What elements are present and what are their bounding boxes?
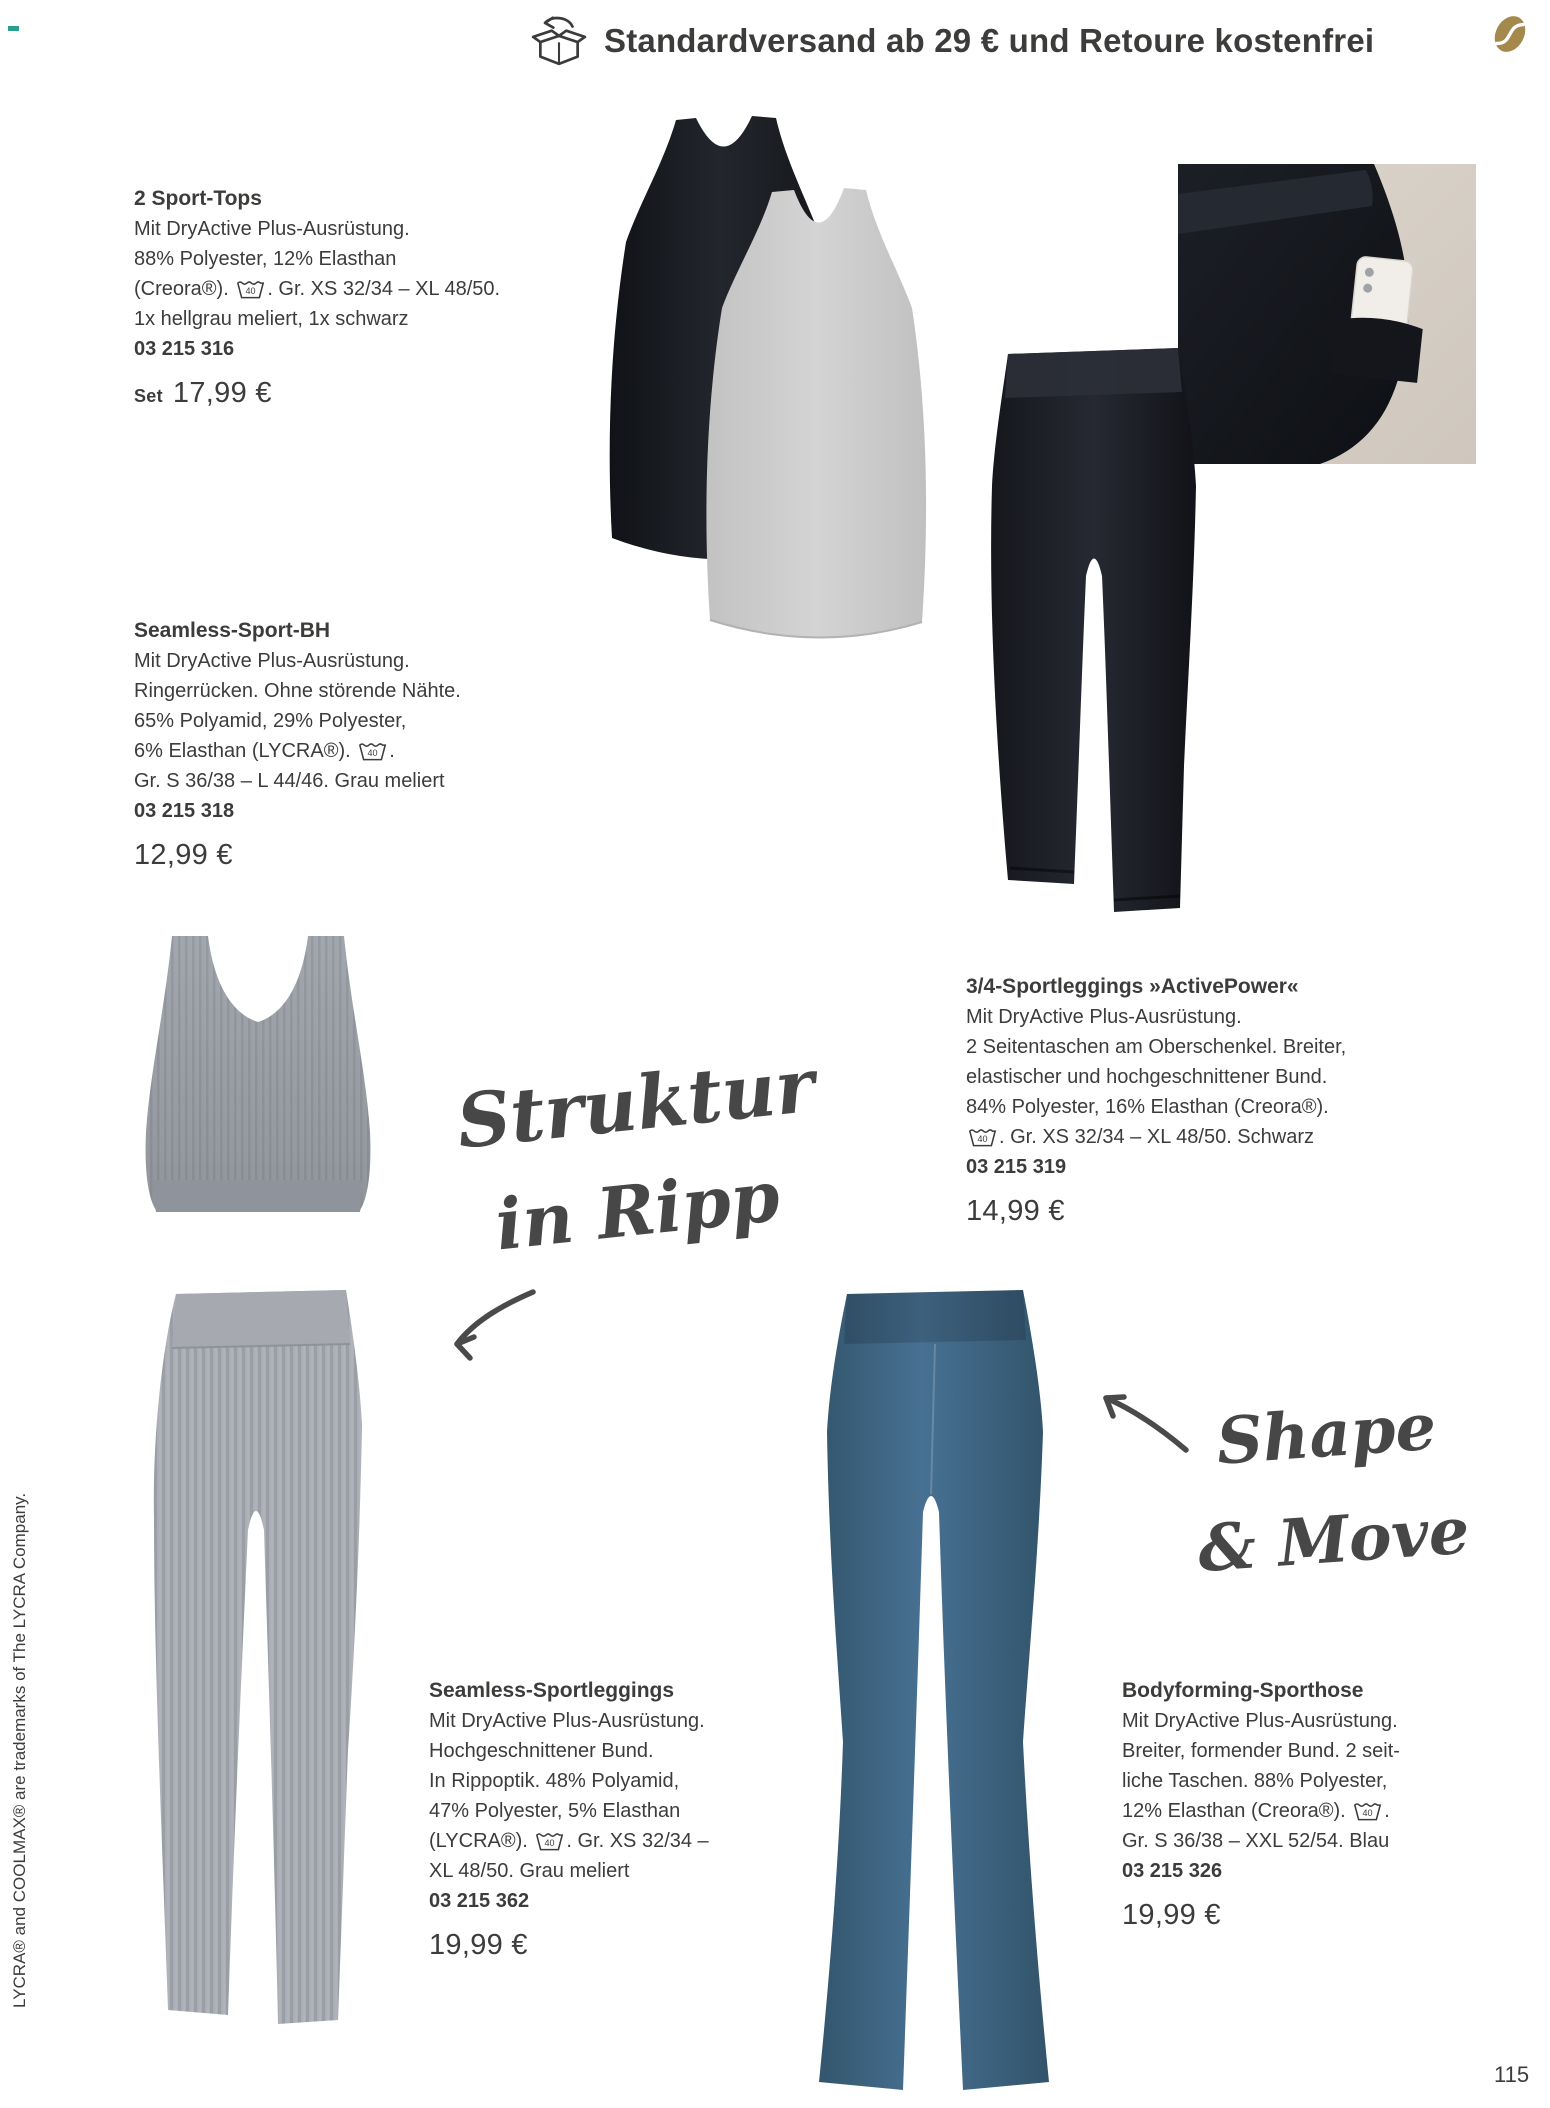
arrow-down-left-icon — [445, 1286, 540, 1373]
svg-text:40: 40 — [544, 1837, 555, 1848]
svg-text:40: 40 — [977, 1133, 988, 1144]
product-desc-line: XL 48/50. Grau meliert — [429, 1860, 630, 1882]
product-desc-line: elastischer und hochgeschnittener Bund. — [966, 1066, 1328, 1088]
product-title: Seamless-Sportleggings — [429, 1679, 675, 1702]
annotation-struktur-in-ripp — [452, 1035, 819, 1281]
wash-40-icon — [1353, 1801, 1382, 1821]
product-info-seamless-leggings — [429, 1676, 769, 1960]
article-number: 03 215 316 — [134, 338, 235, 360]
product-info-34-leggings — [966, 972, 1436, 1226]
svg-text:40: 40 — [245, 285, 256, 296]
product-info-sport-bh — [134, 616, 534, 870]
price: 19,99 € — [429, 1929, 528, 1961]
product-desc-line: Mit DryActive Plus-Ausrüstung. — [429, 1710, 705, 1732]
wash-40-icon — [535, 1831, 564, 1851]
product-desc-line: Gr. S 36/38 – L 44/46. Grau meliert — [134, 770, 445, 792]
product-desc-line: Mit DryActive Plus-Ausrüstung. — [1122, 1710, 1398, 1732]
product-desc-line: 88% Polyester, 12% Elasthan — [134, 248, 397, 270]
wash-40-icon — [236, 279, 265, 299]
product-desc-line: liche Taschen. 88% Polyester, — [1122, 1770, 1388, 1792]
annotation-line: in Ripp — [491, 1154, 784, 1267]
product-desc-line: 1x hellgrau meliert, 1x schwarz — [134, 308, 409, 330]
annotation-line: Shape — [1214, 1389, 1439, 1480]
annotation-shape-and-move — [1178, 1372, 1482, 1604]
product-desc-line: 6% Elasthan (LYCRA®). 40 . — [134, 740, 395, 762]
page-number: 115 — [1494, 2062, 1530, 2087]
product-desc-line: 84% Polyester, 16% Elasthan (Creora®). — [966, 1096, 1329, 1118]
product-title: 3/4-Sportleggings »ActivePower« — [966, 975, 1299, 998]
article-number: 03 215 326 — [1122, 1860, 1223, 1882]
svg-text:40: 40 — [367, 747, 378, 758]
product-info-bodyforming-hose — [1122, 1676, 1462, 1930]
product-image-sport-tops — [598, 108, 946, 661]
product-title: Seamless-Sport-BH — [134, 619, 331, 642]
product-desc-line: 12% Elasthan (Creora®). 40 . — [1122, 1800, 1390, 1822]
product-image-bodyforming-hose — [783, 1282, 1090, 2108]
product-image-34-leggings — [956, 336, 1230, 955]
product-title: 2 Sport-Tops — [134, 187, 262, 210]
product-desc-line: (LYCRA®). 40 . Gr. XS 32/34 – — [429, 1830, 709, 1852]
shipping-return-icon — [530, 14, 588, 71]
product-title: Bodyforming-Sporthose — [1122, 1679, 1364, 1702]
product-desc-line: Breiter, formender Bund. 2 seit- — [1122, 1740, 1400, 1762]
product-desc-line: Gr. S 36/38 – XXL 52/54. Blau — [1122, 1830, 1390, 1852]
product-info-sport-tops — [134, 184, 514, 411]
arrow-up-left-icon — [1096, 1388, 1191, 1468]
brand-logo — [1486, 10, 1534, 63]
article-number: 03 215 319 — [966, 1156, 1067, 1178]
product-desc-line: 47% Polyester, 5% Elasthan — [429, 1800, 681, 1822]
product-desc-line: In Rippoptik. 48% Polyamid, — [429, 1770, 680, 1792]
product-image-seamless-leggings — [106, 1280, 420, 2063]
article-number: 03 215 318 — [134, 800, 235, 822]
product-desc-line: 40 . Gr. XS 32/34 – XL 48/50. Schwarz — [966, 1122, 1436, 1152]
product-image-sport-bh — [108, 922, 412, 1261]
product-desc-line: 65% Polyamid, 29% Polyester, — [134, 710, 407, 732]
annotation-line: Struktur — [452, 1042, 819, 1166]
product-desc-line: Mit DryActive Plus-Ausrüstung. — [966, 1006, 1242, 1028]
article-number: 03 215 362 — [429, 1890, 530, 1912]
trademark-note: LYCRA® and COOLMAX® are trademarks of The LYCRA Company. — [10, 1492, 29, 2008]
shipping-info-text: Standardversand ab 29 € und Retoure kostenfrei — [604, 22, 1375, 59]
price: 14,99 € — [966, 1195, 1065, 1227]
svg-text:40: 40 — [1362, 1807, 1373, 1818]
product-desc-line: (Creora®). 40 . Gr. XS 32/34 – XL 48/50. — [134, 278, 501, 300]
set-label: Set — [134, 386, 163, 406]
product-desc-line: 2 Seitentaschen am Oberschenkel. Breiter, — [966, 1036, 1347, 1058]
product-desc-line: Mit DryActive Plus-Ausrüstung. — [134, 650, 410, 672]
header — [0, 0, 1550, 80]
annotation-line: & Move — [1195, 1493, 1472, 1588]
wash-40-icon — [968, 1127, 997, 1147]
product-desc-line: Mit DryActive Plus-Ausrüstung. — [134, 218, 410, 240]
price: 19,99 € — [1122, 1899, 1221, 1931]
product-desc-line: Hochgeschnittener Bund. — [429, 1740, 654, 1762]
product-desc-line: Ringerrücken. Ohne störende Nähte. — [134, 680, 461, 702]
wash-40-icon — [358, 741, 387, 761]
price: Set 17,99 € — [134, 377, 272, 409]
price: 12,99 € — [134, 839, 233, 871]
